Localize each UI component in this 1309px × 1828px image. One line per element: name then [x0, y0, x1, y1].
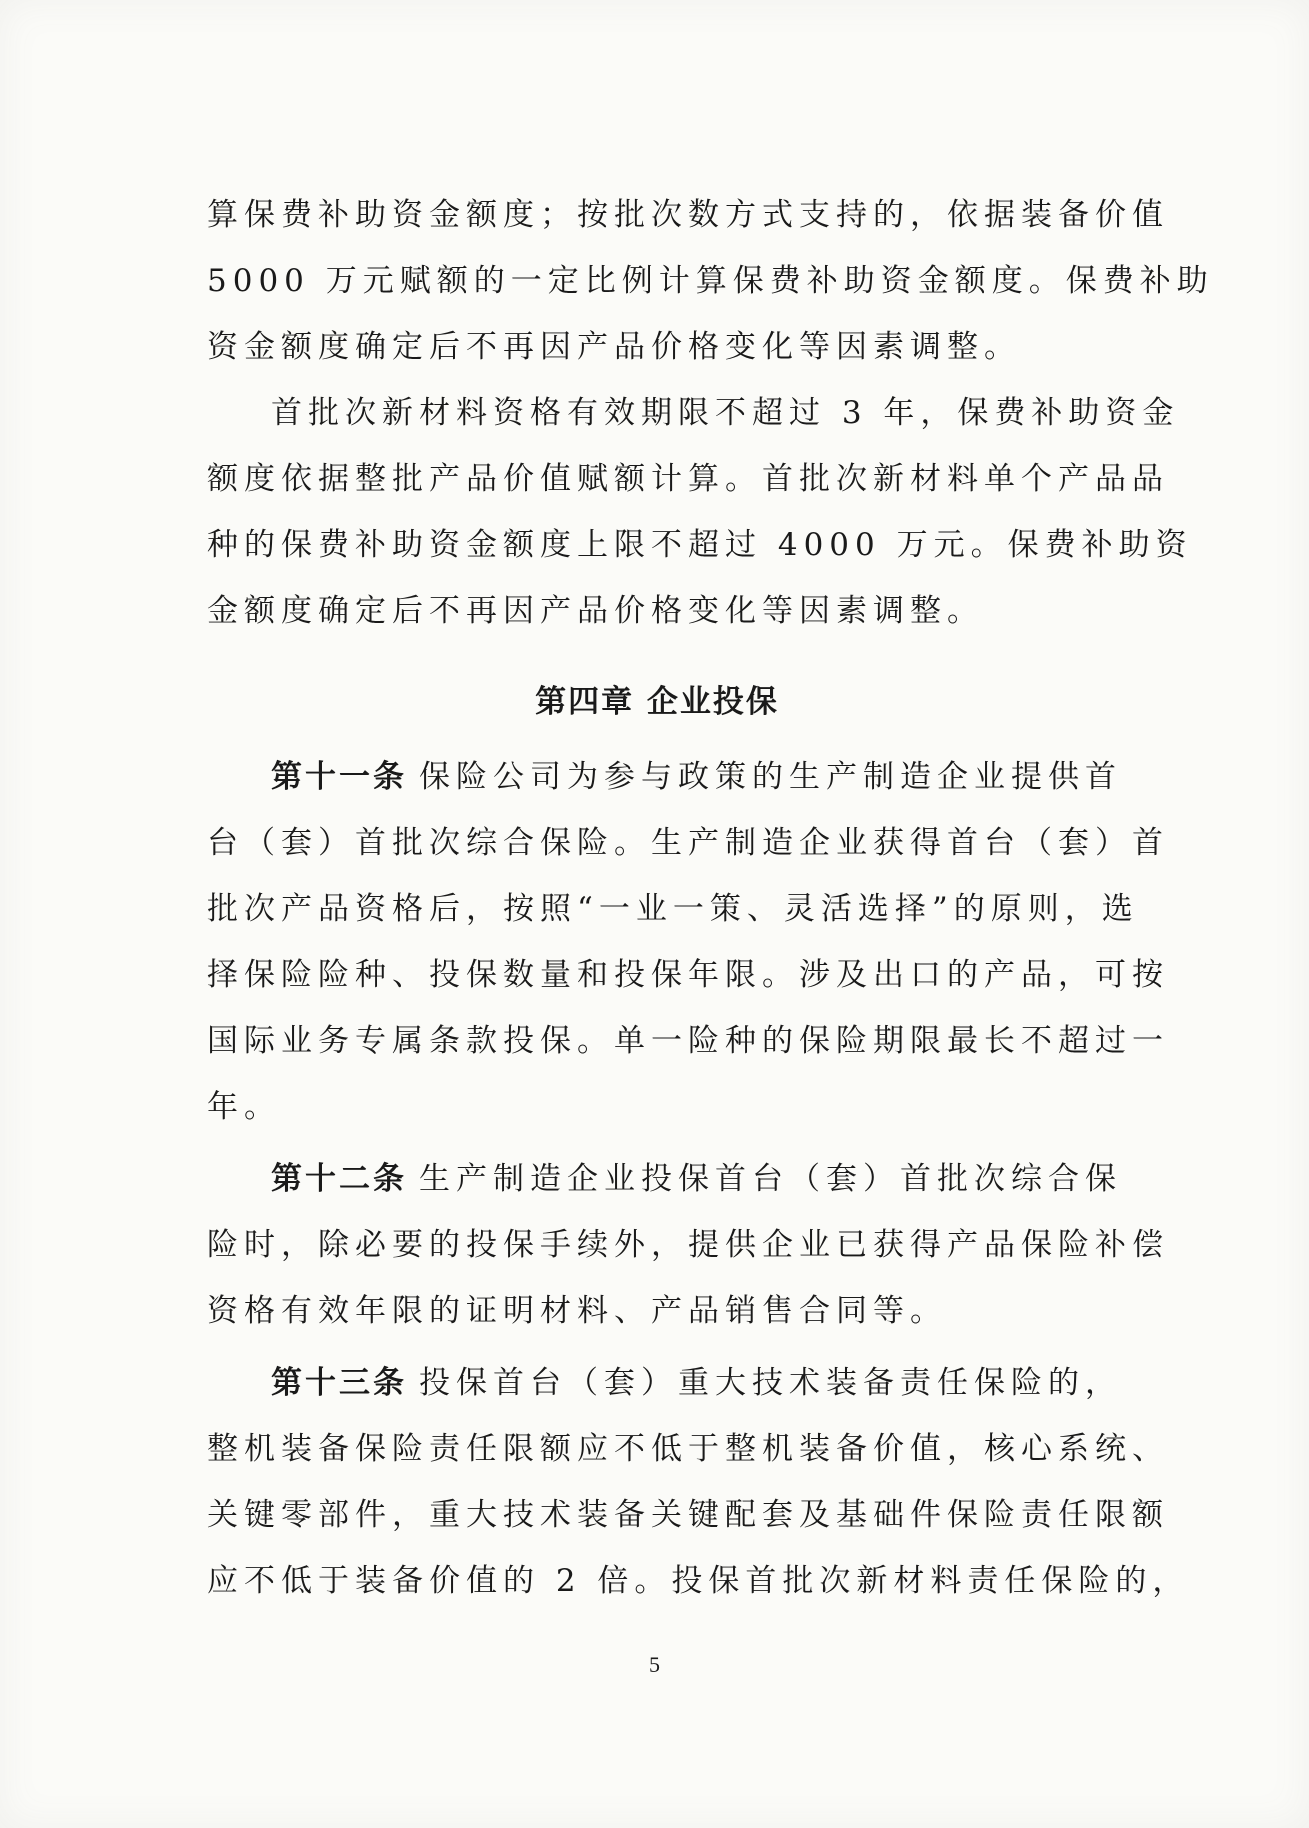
- text-line: 应不低于装备价值的 2 倍。投保首批次新材料责任保险的，: [207, 1563, 1190, 1599]
- article-first-line: 投保首台（套）重大技术装备责任保险的，: [419, 1365, 1122, 1401]
- text-line: 险时，除必要的投保手续外，提供企业已获得产品保险补偿: [207, 1227, 1169, 1263]
- text-line: 资格有效年限的证明材料、产品销售合同等。: [207, 1293, 947, 1329]
- text-line: 择保险险种、投保数量和投保年限。涉及出口的产品，可按: [207, 957, 1169, 993]
- text-line: [207, 1350, 1122, 1416]
- text-line: 整机装备保险责任限额应不低于整机装备价值，核心系统、: [207, 1431, 1169, 1467]
- text-line: 资金额度确定后不再因产品价格变化等因素调整。: [207, 329, 1021, 365]
- paragraph-1: [207, 182, 1214, 380]
- paragraph-2: [207, 380, 1193, 644]
- text-line: 首批次新材料资格有效期限不超过 3 年，保费补助资金: [271, 395, 1180, 431]
- article-12: [207, 1146, 1169, 1344]
- text-line: 5000 万元赋额的一定比例计算保费补助资金额度。保费补助: [207, 263, 1214, 299]
- text-line: 关键零部件，重大技术装备关键配套及基础件保险责任限额: [207, 1497, 1169, 1533]
- text-line: 国际业务专属条款投保。单一险种的保险期限最长不超过一: [207, 1023, 1169, 1059]
- text-line: 批次产品资格后，按照“一业一策、灵活选择”的原则，选: [207, 891, 1139, 927]
- article-first-line: 保险公司为参与政策的生产制造企业提供首: [419, 759, 1122, 795]
- text-line: 台（套）首批次综合保险。生产制造企业获得首台（套）首: [207, 825, 1169, 861]
- text-line: [207, 744, 1122, 810]
- text-line: 年。: [207, 1089, 281, 1125]
- text-line: 种的保费补助资金额度上限不超过 4000 万元。保费补助资: [207, 527, 1193, 563]
- text-line: 额度依据整批产品价值赋额计算。首批次新材料单个产品品: [207, 461, 1169, 497]
- article-label: 第十三条: [271, 1365, 407, 1401]
- page-number: 5: [649, 1652, 660, 1677]
- text-line: 算保费补助资金额度；按批次数方式支持的，依据装备价值: [207, 197, 1169, 233]
- article-label: 第十二条: [271, 1161, 407, 1197]
- article-first-line: 生产制造企业投保首台（套）首批次综合保: [419, 1161, 1122, 1197]
- body-text: [207, 182, 1214, 1614]
- text-line: [207, 1146, 1122, 1212]
- article-13: [207, 1350, 1190, 1614]
- article-label: 第十一条: [271, 759, 407, 795]
- article-11: [207, 744, 1169, 1140]
- chapter-heading: 第四章 企业投保: [535, 684, 779, 720]
- text-line: 金额度确定后不再因产品价格变化等因素调整。: [207, 593, 984, 629]
